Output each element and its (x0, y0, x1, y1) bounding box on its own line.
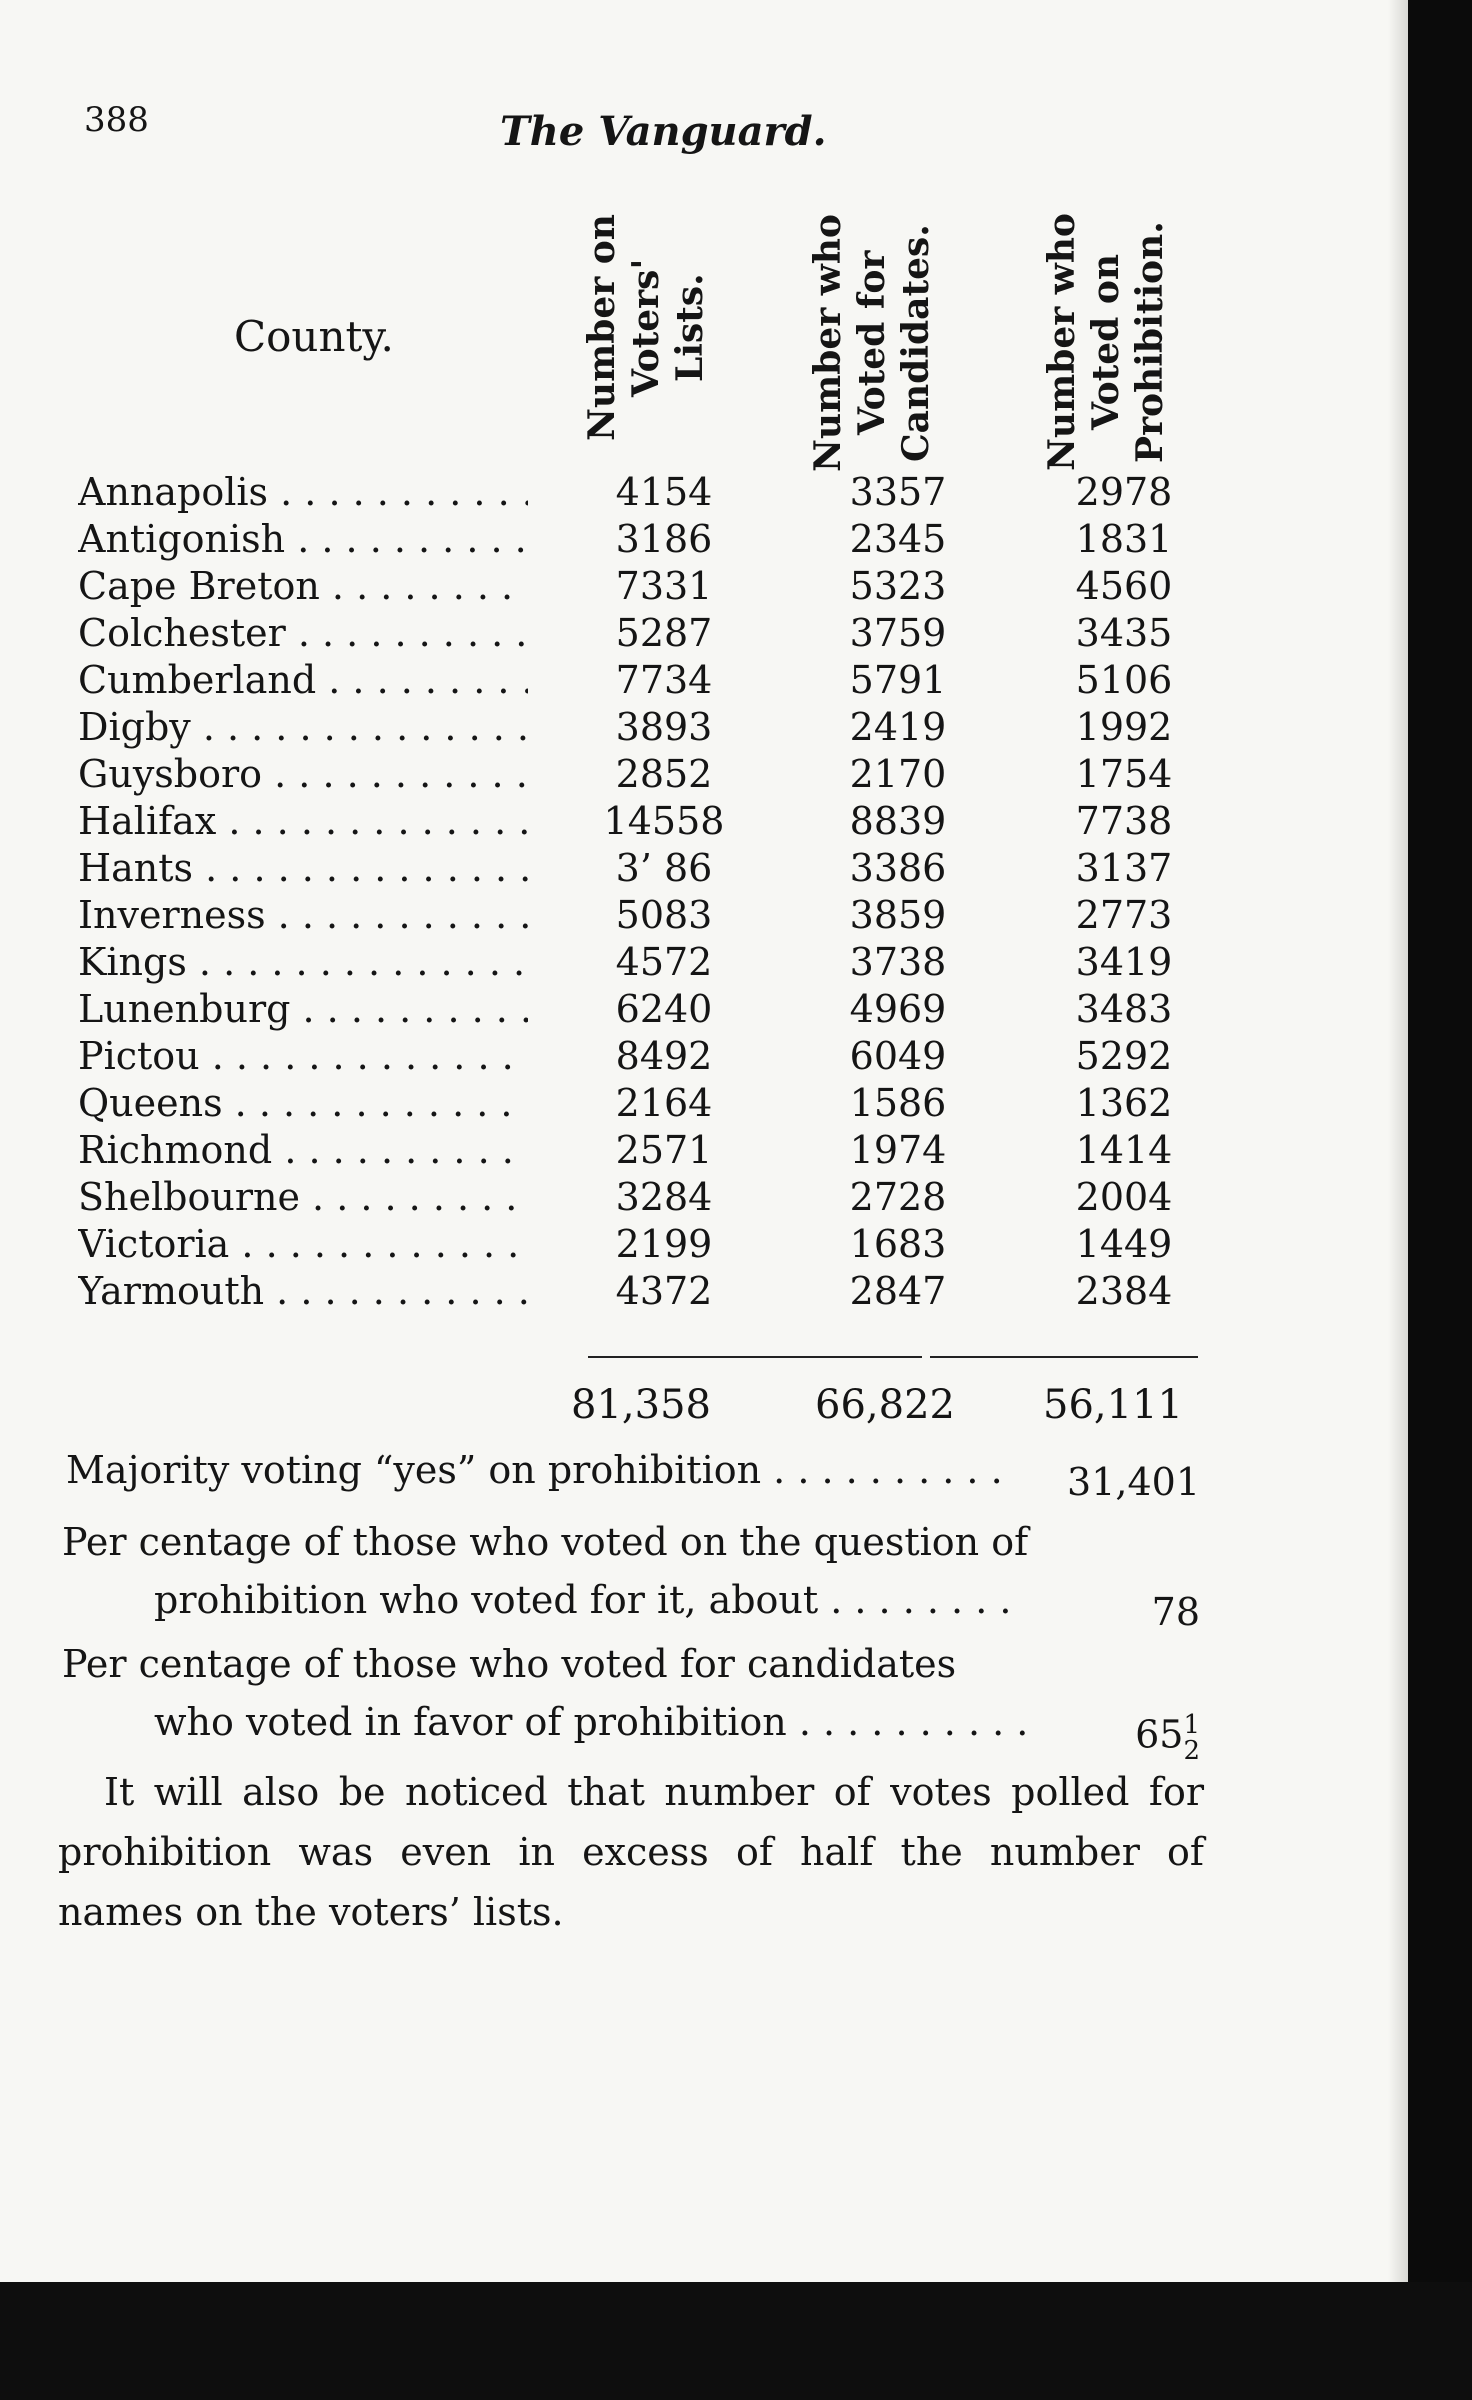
header-line: Number on (581, 214, 623, 442)
candidates-count: 5323 (849, 564, 947, 608)
candidates-count: 4969 (849, 987, 947, 1031)
table-row (0, 1222, 1408, 1268)
prohibition-count: 1831 (1075, 517, 1173, 561)
candidates-column-header (806, 212, 938, 474)
book-spine (1408, 0, 1472, 2400)
candidates-count: 3738 (849, 940, 947, 984)
candidates-count: 2170 (849, 752, 947, 796)
table-row (0, 987, 1408, 1033)
voters-count: 3284 (615, 1175, 713, 1219)
majority-label: Majority voting “yes” on prohibition . . . . . . . . . . (66, 1448, 1003, 1492)
voters-count: 4372 (615, 1269, 713, 1313)
header-line: Voted for (851, 250, 893, 436)
county-name: Shelbourne . . . (78, 1175, 528, 1219)
table-row (0, 1081, 1408, 1127)
voters-count: 2852 (615, 752, 713, 796)
candidates-count: 3357 (849, 470, 947, 514)
page-number: 388 (84, 100, 149, 140)
percentage-question-line1: Per centage of those who voted on the question of (62, 1520, 1029, 1564)
voters-count: 2164 (615, 1081, 713, 1125)
voters-count: 4154 (615, 470, 713, 514)
county-name: Victoria . . . (78, 1222, 528, 1266)
candidates-count: 5791 (849, 658, 947, 702)
county-name: Yarmouth . . . (78, 1269, 528, 1313)
voters-count: 3’ 86 (615, 846, 713, 890)
county-name: Antigonish . . . (78, 517, 528, 561)
county-name: Lunenburg . . . (78, 987, 528, 1031)
voters-count: 2199 (615, 1222, 713, 1266)
table-row (0, 1175, 1408, 1221)
county-name: Pictou . . . (78, 1034, 528, 1078)
prohibition-count: 2004 (1075, 1175, 1173, 1219)
prohibition-count: 3435 (1075, 611, 1173, 655)
prohibition-count: 2384 (1075, 1269, 1173, 1313)
county-column-header: County. (234, 312, 394, 361)
header-line: Number who (807, 214, 849, 472)
paragraph-text: It will also be noticed that number of votes polled for prohibition was even in excess of half the number of names on the voters’ lists. (58, 1770, 1204, 1934)
candidates-count: 2419 (849, 705, 947, 749)
prohibition-count: 1414 (1075, 1128, 1173, 1172)
prohibition-count: 5292 (1075, 1034, 1173, 1078)
prohibition-count: 7738 (1075, 799, 1173, 843)
county-name: Cumberland . . . (78, 658, 528, 702)
table-row (0, 752, 1408, 798)
prohibition-count: 1754 (1075, 752, 1173, 796)
candidates-count: 1586 (849, 1081, 947, 1125)
header-line: Lists. (669, 273, 711, 383)
candidates-count: 2345 (849, 517, 947, 561)
county-name: Annapolis . . . (78, 470, 528, 514)
county-name: Kings . . . (78, 940, 528, 984)
candidates-count: 2847 (849, 1269, 947, 1313)
table-row (0, 799, 1408, 845)
table-row (0, 940, 1408, 986)
candidates-count: 8839 (849, 799, 947, 843)
percentage-candidates-line2: who voted in favor of prohibition . . . . . . . . . . (154, 1700, 1029, 1744)
county-name: Queens . . . (78, 1081, 528, 1125)
prohibition-count: 1362 (1075, 1081, 1173, 1125)
candidates-count: 1683 (849, 1222, 947, 1266)
header-line: Candidates. (895, 224, 937, 462)
prohibition-count: 3483 (1075, 987, 1173, 1031)
prohibition-count: 3419 (1075, 940, 1173, 984)
table-row (0, 658, 1408, 704)
prohibition-count: 2978 (1075, 470, 1173, 514)
prohibition-count: 2773 (1075, 893, 1173, 937)
candidates-count: 6049 (849, 1034, 947, 1078)
prohibition-count: 1992 (1075, 705, 1173, 749)
candidates-count: 3859 (849, 893, 947, 937)
voters-count: 3186 (615, 517, 713, 561)
table-row (0, 470, 1408, 516)
total-voters: 81,358 (571, 1382, 711, 1428)
table-row (0, 893, 1408, 939)
table-row (0, 517, 1408, 563)
voters-count: 3893 (615, 705, 713, 749)
percentage-candidates-line1: Per centage of those who voted for candidates (62, 1642, 957, 1686)
header-line: Number who (1041, 213, 1083, 471)
voters-list-column-header (580, 212, 712, 444)
county-name: Halifax . . . (78, 799, 528, 843)
county-name: Hants . . . (78, 846, 528, 890)
header-line: Prohibition. (1129, 221, 1171, 463)
voters-count: 5083 (615, 893, 713, 937)
value-whole: 65 (1135, 1712, 1184, 1757)
county-name: Guysboro . . . (78, 752, 528, 796)
candidates-count: 3759 (849, 611, 947, 655)
county-name: Colchester . . . (78, 611, 528, 655)
prohibition-column-header (1040, 208, 1172, 476)
table-row (0, 611, 1408, 657)
fraction-numerator: 1 (1183, 1710, 1200, 1740)
percentage-candidates-value (1040, 1712, 1200, 1764)
candidates-count: 1974 (849, 1128, 947, 1172)
scan-border (0, 2282, 1472, 2400)
voters-count: 7734 (615, 658, 713, 702)
table-row (0, 1034, 1408, 1080)
voters-count: 7331 (615, 564, 713, 608)
county-name: Richmond . . . (78, 1128, 528, 1172)
prohibition-count: 3137 (1075, 846, 1173, 890)
voters-count: 4572 (615, 940, 713, 984)
percentage-question-line2: prohibition who voted for it, about . . . . . . . . (154, 1578, 1012, 1622)
prohibition-count: 4560 (1075, 564, 1173, 608)
fraction-denominator: 2 (1183, 1736, 1200, 1766)
candidates-count: 3386 (849, 846, 947, 890)
closing-paragraph (58, 1762, 1204, 1942)
voters-count: 5287 (615, 611, 713, 655)
table-row (0, 564, 1408, 610)
table-row (0, 846, 1408, 892)
voters-count: 8492 (615, 1034, 713, 1078)
majority-value: 31,401 (1067, 1460, 1200, 1504)
table-row (0, 705, 1408, 751)
voters-count: 2571 (615, 1128, 713, 1172)
county-name: Cape Breton . . . (78, 564, 528, 608)
page-edge-shadow (1388, 0, 1408, 2282)
county-name: Digby . . . (78, 705, 528, 749)
prohibition-count: 1449 (1075, 1222, 1173, 1266)
prohibition-count: 5106 (1075, 658, 1173, 702)
total-candidates: 66,822 (815, 1382, 955, 1428)
table-row (0, 1128, 1408, 1174)
total-rule (588, 1356, 922, 1358)
value-fraction (1183, 1712, 1200, 1764)
header-line: Voters' (625, 258, 667, 398)
voters-count: 14558 (603, 799, 725, 843)
total-prohibition: 56,111 (1043, 1382, 1183, 1428)
running-title: The Vanguard. (500, 108, 827, 155)
county-name: Inverness . . . (78, 893, 528, 937)
candidates-count: 2728 (849, 1175, 947, 1219)
table-row (0, 1269, 1408, 1315)
total-rule (930, 1356, 1198, 1358)
voters-count: 6240 (615, 987, 713, 1031)
header-line: Voted on (1085, 253, 1127, 431)
percentage-question-value: 78 (1151, 1590, 1200, 1634)
